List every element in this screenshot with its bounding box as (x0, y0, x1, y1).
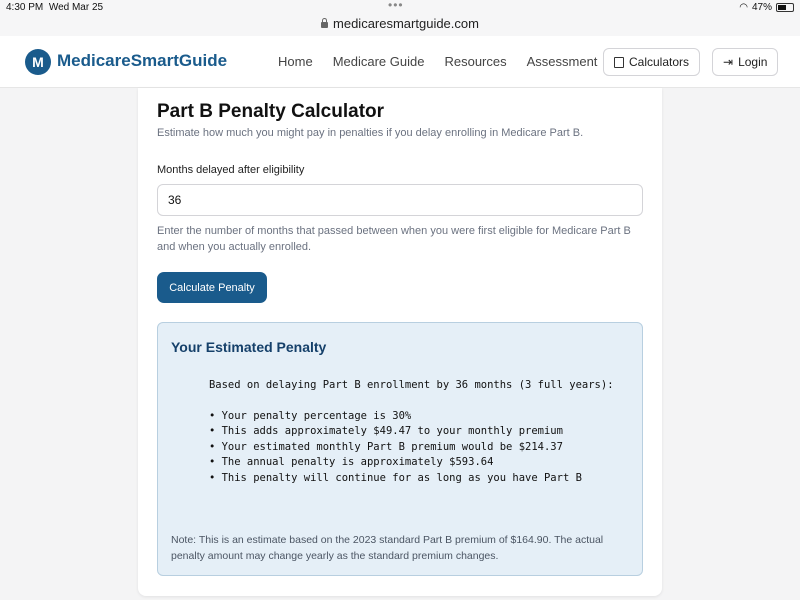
nav-link-medicare-guide[interactable]: Medicare Guide (332, 54, 425, 69)
address-bar[interactable] (0, 16, 800, 31)
calculators-button[interactable] (603, 48, 700, 76)
logo-icon[interactable]: M (25, 49, 51, 75)
nav-links (278, 54, 597, 69)
months-field-label: Months delayed after eligibility (157, 164, 305, 176)
nav-link-resources[interactable]: Resources (444, 54, 507, 69)
page-subtitle: Estimate how much you might pay in penalties if you delay enrolling in Medicare Part B. (157, 127, 584, 139)
result-bullet: • This adds approximately $49.47 to your monthly premium (171, 425, 563, 437)
more-dots-icon[interactable]: ••• (388, 0, 404, 12)
login-button[interactable] (712, 48, 778, 76)
status-indicators (739, 2, 794, 13)
nav-link-home[interactable]: Home (278, 54, 313, 69)
status-time: 4:30 PM Wed Mar 25 (6, 2, 104, 13)
result-intro: Based on delaying Part B enrollment by 36 months (3 full years): (171, 379, 614, 391)
result-panel (157, 322, 643, 576)
result-note: Note: This is an estimate based on the 2023 standard Part B premium of $164.90. The actual penalty amount may change yearly as the standard premium changes. (171, 534, 604, 562)
result-bullet: • Your estimated monthly Part B premium would be $214.37 (171, 440, 563, 453)
battery-percent: 47% (751, 2, 772, 13)
login-icon: ⇥ (723, 55, 734, 69)
battery-icon (776, 3, 794, 12)
battery-fill (778, 5, 786, 10)
brand-name[interactable]: MedicareSmartGuide (57, 51, 228, 70)
calculator-icon (614, 57, 624, 68)
lock-icon (321, 22, 328, 28)
page-title: Part B Penalty Calculator (157, 101, 385, 122)
url-text: medicaresmartguide.com (333, 16, 479, 31)
wifi-icon: ◠ (739, 2, 748, 13)
result-bullet: • This penalty will continue for as long as you have Part B (171, 471, 582, 484)
result-title: Your Estimated Penalty (171, 339, 327, 355)
result-body (171, 378, 631, 486)
months-delayed-input[interactable] (157, 184, 643, 216)
field-help-text: Enter the number of months that passed between when you were first eligible for Medicare Part B and when you actually enrolled. (157, 225, 631, 253)
result-bullet: • The annual penalty is approximately $593.64 (171, 456, 494, 468)
navbar (0, 36, 800, 88)
login-label: Login (738, 55, 768, 69)
nav-link-assessment[interactable]: Assessment (526, 54, 598, 69)
calculator-card (138, 88, 662, 596)
result-bullet: • Your penalty percentage is 30% (171, 409, 412, 422)
calculate-penalty-button[interactable]: Calculate Penalty (157, 272, 267, 303)
status-bar (0, 0, 800, 36)
calculators-label: Calculators (629, 55, 690, 69)
